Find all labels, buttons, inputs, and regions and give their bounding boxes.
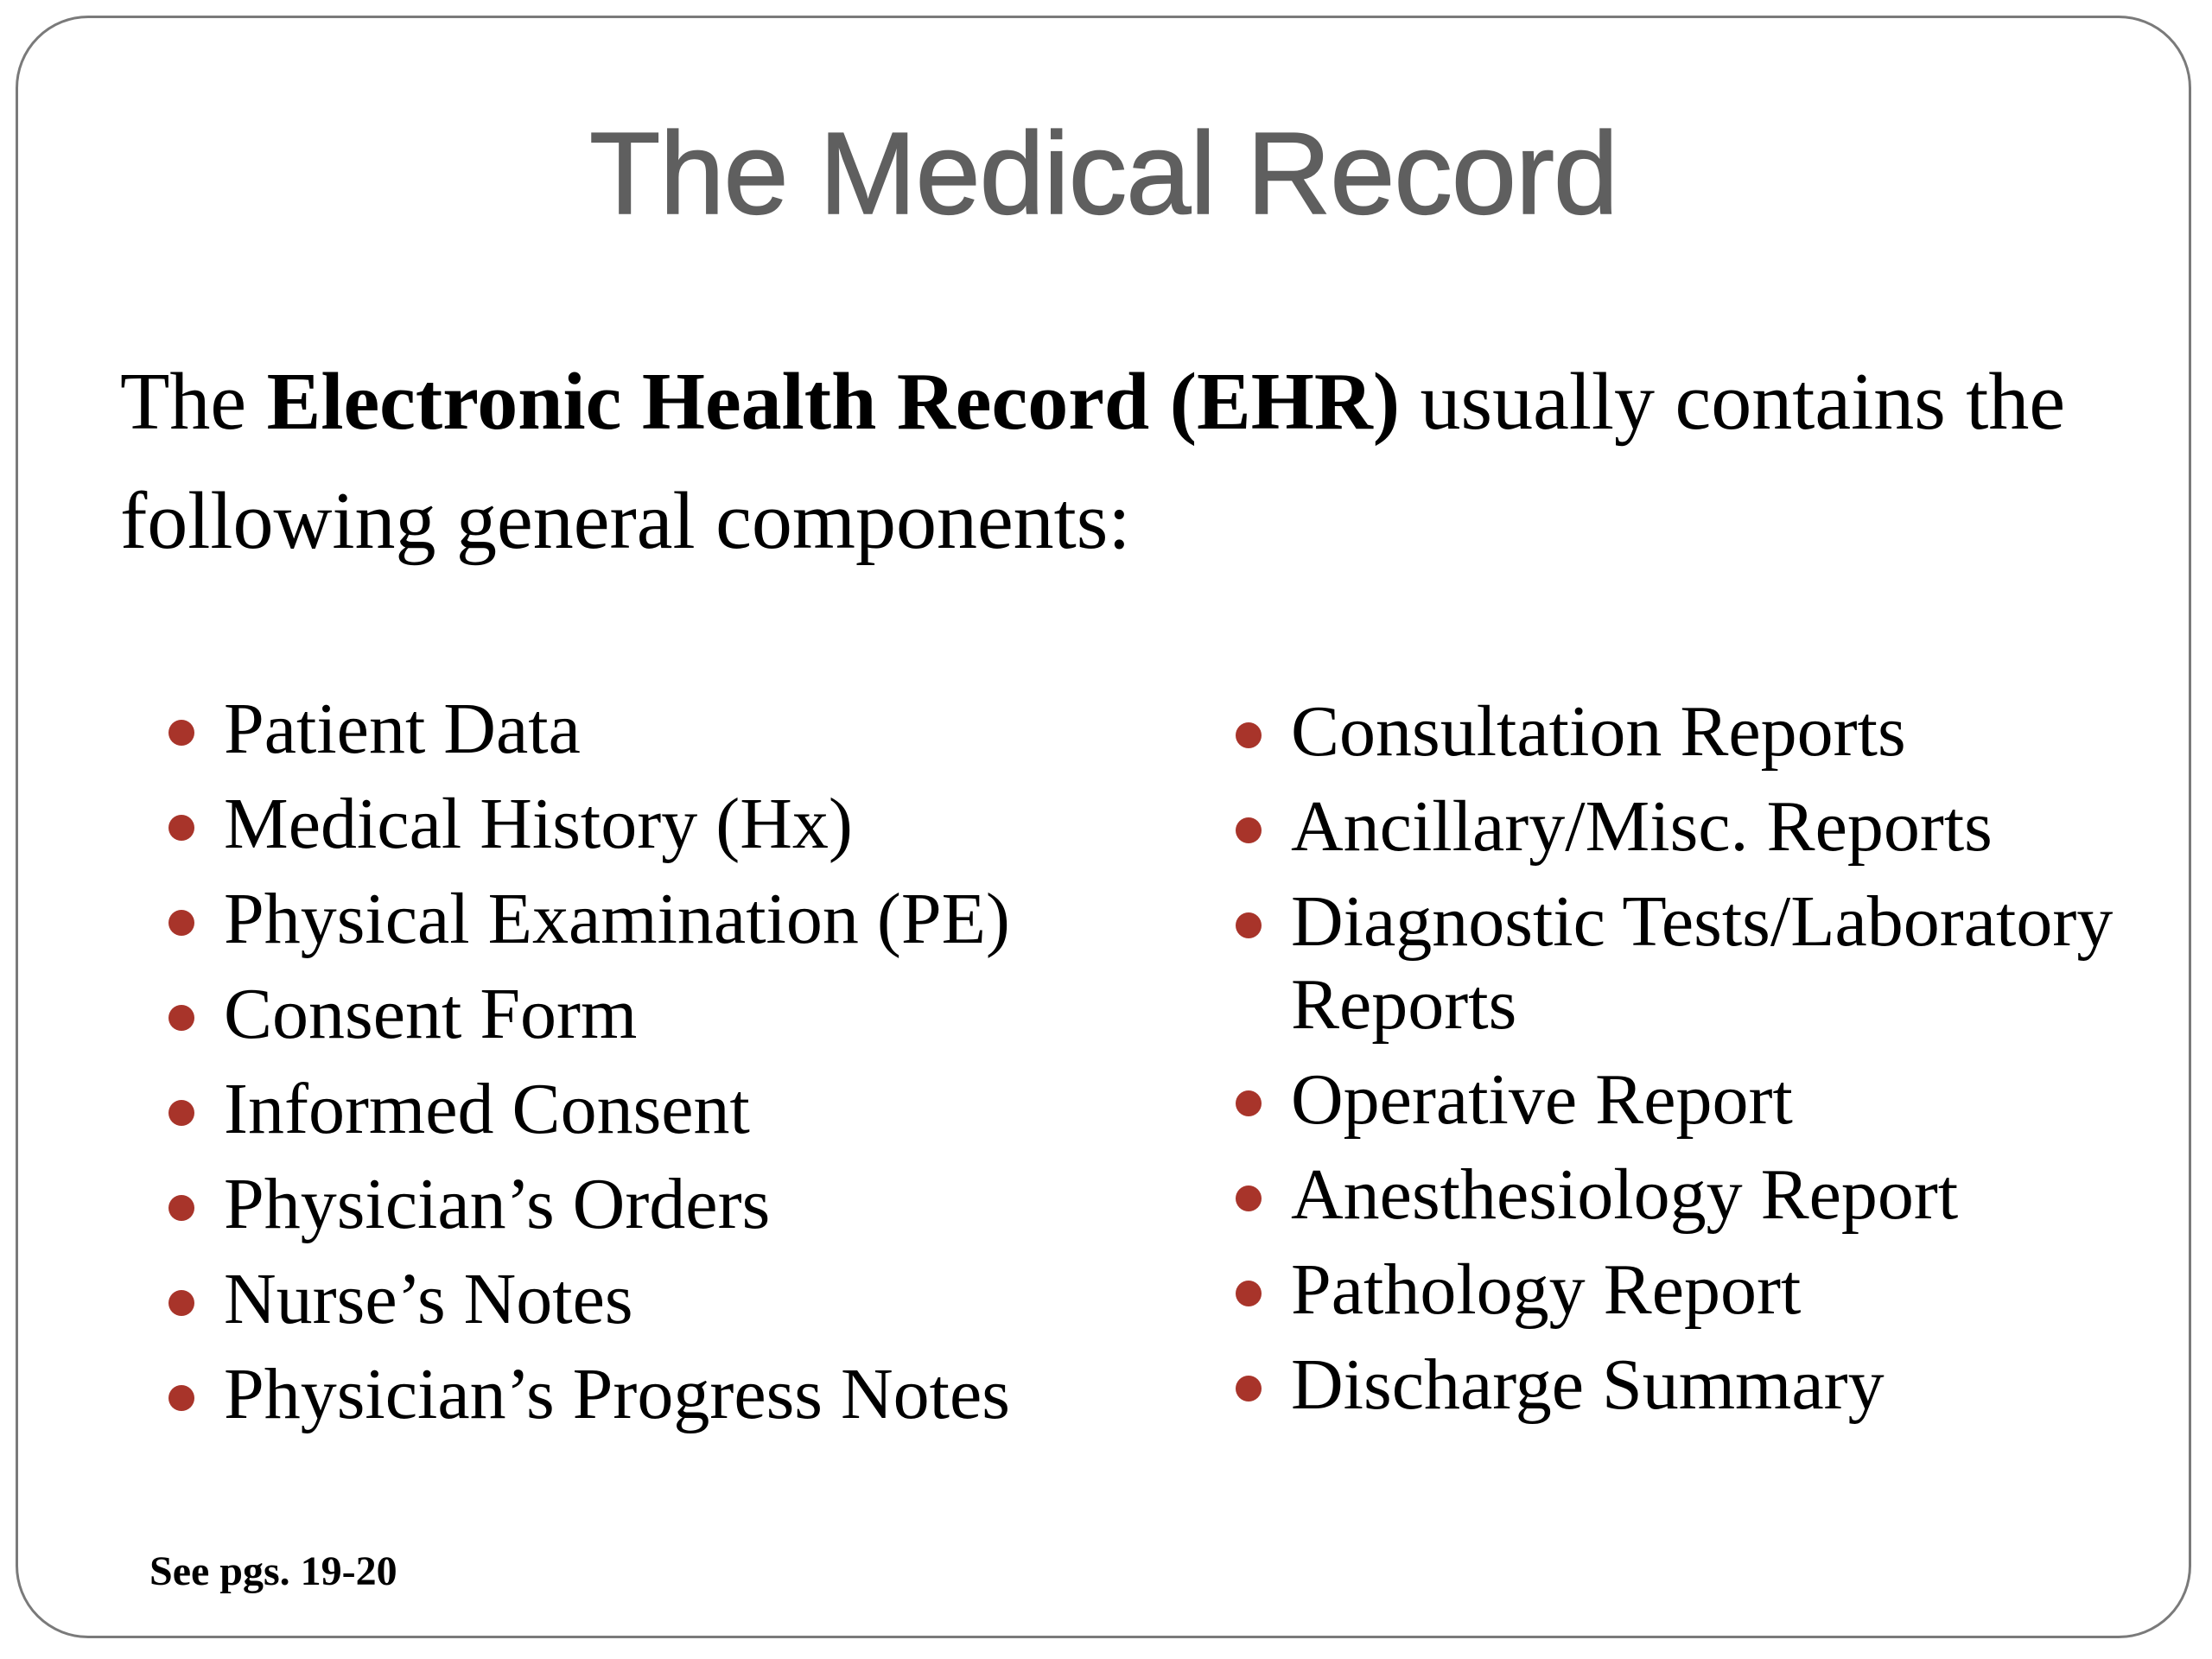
intro-bold-term: Electronic Health Record (EHR) xyxy=(266,357,1401,447)
list-item-label: Patient Data xyxy=(224,689,581,769)
list-item xyxy=(165,973,1202,1056)
list-item-label: Consultation Reports xyxy=(1291,691,1906,772)
list-item-label: Nurse’s Notes xyxy=(224,1259,633,1339)
list-item xyxy=(1232,785,2183,868)
list-item-label: Medical History (Hx) xyxy=(224,784,853,864)
bullet-icon xyxy=(1236,912,1262,938)
bullet-icon xyxy=(1236,817,1262,843)
list-item-label: Discharge Summary xyxy=(1291,1344,1885,1425)
list-item xyxy=(165,688,1202,771)
list-item-label: Consent Form xyxy=(224,974,638,1054)
bullet-icon xyxy=(168,1385,194,1411)
list-item xyxy=(1232,1344,2183,1427)
list-item-label: Ancillary/Misc. Reports xyxy=(1291,786,1993,867)
list-item-label: Operative Report xyxy=(1291,1059,1793,1140)
list-item xyxy=(165,878,1202,961)
intro-prefix: The xyxy=(120,357,267,447)
left-component-list xyxy=(165,688,1202,1448)
list-item-label: Pathology Report xyxy=(1291,1249,1802,1330)
intro-paragraph xyxy=(120,342,2107,581)
list-item-label: Physical Examination (PE) xyxy=(224,879,1010,959)
list-item xyxy=(1232,1154,2183,1236)
bullet-icon xyxy=(1236,1185,1262,1211)
list-item xyxy=(1232,1058,2183,1141)
bullet-icon xyxy=(1236,722,1262,748)
list-item xyxy=(165,1353,1202,1436)
bullet-icon xyxy=(168,910,194,936)
bullet-icon xyxy=(1236,1376,1262,1402)
list-item-label: Anesthesiology Report xyxy=(1291,1154,1959,1235)
list-item xyxy=(1232,1249,2183,1332)
list-item xyxy=(165,1258,1202,1341)
slide-frame xyxy=(16,16,2191,1638)
list-item-label: Physician’s Progress Notes xyxy=(224,1354,1010,1434)
list-item xyxy=(165,1068,1202,1151)
slide-title: The Medical Record xyxy=(588,108,1618,238)
bullet-icon xyxy=(1236,1281,1262,1306)
page-reference-note: See pgs. 19-20 xyxy=(149,1548,397,1594)
bullet-icon xyxy=(168,1195,194,1221)
bullet-icon xyxy=(168,1005,194,1031)
list-item-label: Physician’s Orders xyxy=(224,1164,771,1244)
bullet-icon xyxy=(168,1100,194,1126)
intro-suffix: usually contains the following general components: xyxy=(120,357,2066,566)
list-item xyxy=(1232,690,2183,773)
list-item xyxy=(165,783,1202,866)
bullet-icon xyxy=(168,815,194,841)
right-component-list xyxy=(1232,690,2183,1439)
bullet-icon xyxy=(168,720,194,746)
list-item-label: Diagnostic Tests/Laboratory Reports xyxy=(1291,881,2113,1045)
list-item-label: Informed Consent xyxy=(224,1069,750,1149)
bullet-icon xyxy=(168,1290,194,1316)
list-item xyxy=(1232,880,2183,1046)
bullet-icon xyxy=(1236,1090,1262,1116)
list-item xyxy=(165,1163,1202,1246)
